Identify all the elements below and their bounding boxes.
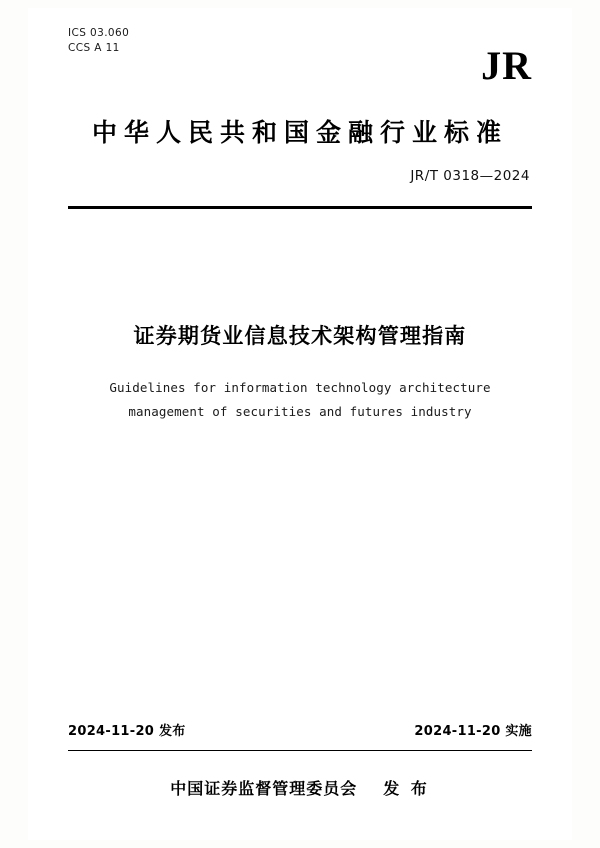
ccs-code: CCS A 11 [68,42,120,54]
issuer-name: 中国证券监督管理委员会 [170,779,358,798]
footer-divider [68,750,532,751]
ics-code: ICS 03.060 [68,27,130,39]
header-divider [68,206,532,209]
cover-sheet [28,8,572,840]
issuer-line [68,776,532,799]
classification-codes [68,26,129,56]
date-row [68,720,532,739]
issue-date: 2024-11-20 发布 [68,724,186,739]
title-en-line-2: securities and futures industry [235,404,472,419]
jr-logo: JR [481,43,532,88]
implement-date: 2024-11-20 实施 [414,724,532,739]
title-en-line-1: Guidelines for information technology architecture management of [109,380,491,419]
document-title-chinese: 证券期货业信息技术架构管理指南 [133,324,467,348]
document-title-english [106,376,494,424]
standard-series-title: 中华人民共和国金融行业标准 [91,118,508,147]
standard-number: JR/T 0318—2024 [410,168,530,184]
issuer-publish-label: 发 布 [383,779,430,798]
